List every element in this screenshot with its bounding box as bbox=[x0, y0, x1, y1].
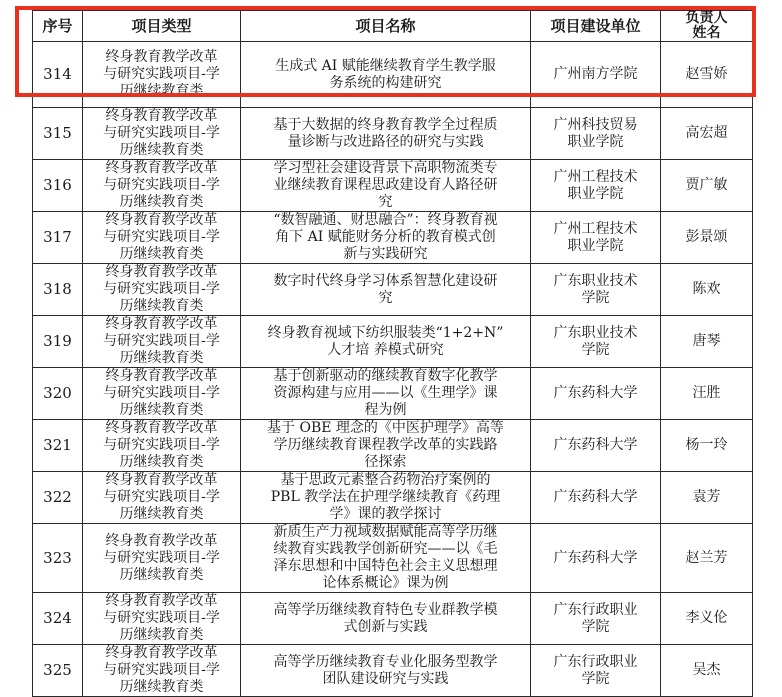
row-project-type-cell bbox=[83, 212, 241, 264]
row-person-cell bbox=[661, 160, 753, 212]
row-unit-cell bbox=[531, 42, 661, 108]
row-person: 汪胜 bbox=[692, 385, 721, 401]
row-unit-cell bbox=[531, 524, 661, 593]
row-unit-cell bbox=[531, 420, 661, 472]
header-seq: 序号 bbox=[33, 11, 83, 42]
row-project-name: 高等学历继续教育特色专业群教学模 式创新与实践 bbox=[273, 601, 498, 635]
table-row bbox=[33, 108, 753, 160]
row-project-type-cell bbox=[83, 524, 241, 593]
row-seq: 318 bbox=[43, 280, 72, 298]
table-row bbox=[33, 42, 753, 108]
row-project-name: 高等学历继续教育专业化服务型教学 团队建设研究与实践 bbox=[273, 653, 498, 687]
row-project-type-cell bbox=[83, 42, 241, 108]
row-unit: 广州工程技术 职业学院 bbox=[553, 220, 638, 254]
row-seq: 317 bbox=[43, 228, 72, 246]
row-person-cell bbox=[661, 108, 753, 160]
row-seq: 325 bbox=[43, 661, 72, 679]
row-project-name: 基于 OBE 理念的《中医护理学》高等 学历继续教育课程教学改革的实践路 径探索 bbox=[267, 420, 504, 470]
row-project-type: 终身教育教学改革 与研究实践项目-学 历继续教育类 bbox=[103, 160, 220, 210]
row-unit-cell bbox=[531, 593, 661, 645]
row-unit: 广州科技贸易 职业学院 bbox=[553, 116, 638, 150]
row-project-name: 终身教育视域下纺织服装类“1+2+N” 人才培 养模式研究 bbox=[267, 324, 504, 358]
table-row bbox=[33, 212, 753, 264]
row-project-type: 终身教育教学改革 与研究实践项目-学 历继续教育类 bbox=[103, 212, 220, 262]
row-person-cell bbox=[661, 316, 753, 368]
row-project-type-cell bbox=[83, 316, 241, 368]
row-person-cell bbox=[661, 472, 753, 524]
row-person: 袁芳 bbox=[692, 489, 721, 505]
row-project-name: 学习型社会建设背景下高职物流类专 业继续教育课程思政建设育人路径研 究 bbox=[273, 160, 498, 210]
row-person-cell bbox=[661, 368, 753, 420]
row-seq-cell bbox=[33, 472, 83, 524]
row-unit-cell bbox=[531, 108, 661, 160]
header-type: 项目类型 bbox=[83, 11, 241, 42]
row-seq-cell bbox=[33, 593, 83, 645]
row-unit: 广东药科大学 bbox=[553, 385, 638, 401]
header-row bbox=[33, 11, 753, 42]
row-person-cell bbox=[661, 264, 753, 316]
row-person: 杨一玲 bbox=[685, 437, 728, 453]
row-unit: 广州南方学院 bbox=[553, 66, 638, 82]
header-person bbox=[661, 11, 753, 42]
row-project-type-cell bbox=[83, 368, 241, 420]
project-table-container bbox=[32, 10, 753, 697]
row-person: 陈欢 bbox=[692, 281, 721, 297]
row-unit: 广东行政职业 学院 bbox=[553, 601, 638, 635]
row-seq: 315 bbox=[43, 124, 72, 142]
row-project-name-cell bbox=[241, 472, 531, 524]
row-project-type-cell bbox=[83, 645, 241, 697]
row-unit-cell bbox=[531, 645, 661, 697]
row-project-name-cell bbox=[241, 212, 531, 264]
row-project-type-cell bbox=[83, 160, 241, 212]
table-row bbox=[33, 264, 753, 316]
row-unit: 广东职业技术 学院 bbox=[553, 272, 638, 306]
row-person: 李义伦 bbox=[685, 610, 728, 626]
row-person: 赵雪娇 bbox=[685, 66, 728, 82]
row-project-name-cell bbox=[241, 593, 531, 645]
project-table bbox=[32, 10, 753, 697]
row-project-type: 终身教育教学改革 与研究实践项目-学 历继续教育类 bbox=[103, 532, 220, 583]
row-seq: 319 bbox=[43, 332, 72, 350]
row-person: 赵兰芳 bbox=[685, 549, 728, 566]
row-project-name: 生成式 AI 赋能继续教育学生教学服 务系统的构建研究 bbox=[275, 57, 496, 91]
row-unit-cell bbox=[531, 160, 661, 212]
row-seq-cell bbox=[33, 108, 83, 160]
row-project-type: 终身教育教学改革 与研究实践项目-学 历继续教育类 bbox=[103, 472, 220, 522]
row-project-type: 终身教育教学改革 与研究实践项目-学 历继续教育类 bbox=[103, 108, 220, 158]
row-person: 贾广敏 bbox=[685, 177, 728, 193]
row-project-name-cell bbox=[241, 645, 531, 697]
row-unit-cell bbox=[531, 212, 661, 264]
row-project-type-cell bbox=[83, 264, 241, 316]
row-seq: 323 bbox=[43, 548, 72, 567]
row-seq: 314 bbox=[43, 65, 72, 83]
row-project-name: 新质生产力视域数据赋能高等学历继 续教育实践教学创新研究——以《毛 泽东思想和中国特色社会主义思想理 论体系概论》课为例 bbox=[273, 524, 498, 591]
header-person-text: 负责人 姓名 bbox=[685, 10, 728, 41]
row-seq-cell bbox=[33, 264, 83, 316]
row-project-name: 基于创新驱动的继续教育数字化教学 资源构建与应用——以《生理学》课 程为例 bbox=[273, 368, 498, 418]
row-project-type: 终身教育教学改革 与研究实践项目-学 历继续教育类 bbox=[103, 645, 220, 695]
table-row bbox=[33, 645, 753, 697]
table-row bbox=[33, 593, 753, 645]
header-unit: 项目建设单位 bbox=[531, 11, 661, 42]
table-row bbox=[33, 160, 753, 212]
row-seq: 316 bbox=[43, 176, 72, 194]
row-project-type-cell bbox=[83, 593, 241, 645]
row-project-name: 基于大数据的终身教育教学全过程质 量诊断与改进路径的研究与实践 bbox=[273, 116, 498, 150]
row-unit-cell bbox=[531, 264, 661, 316]
row-seq-cell bbox=[33, 316, 83, 368]
header-name: 项目名称 bbox=[241, 11, 531, 42]
row-unit-cell bbox=[531, 368, 661, 420]
row-seq-cell bbox=[33, 212, 83, 264]
row-person: 高宏超 bbox=[685, 125, 728, 141]
row-project-type-cell bbox=[83, 108, 241, 160]
row-seq-cell bbox=[33, 524, 83, 593]
row-unit-cell bbox=[531, 472, 661, 524]
row-unit: 广东药科大学 bbox=[553, 489, 638, 505]
row-seq: 324 bbox=[43, 609, 72, 627]
row-person: 唐琴 bbox=[692, 333, 721, 349]
row-unit: 广州工程技术 职业学院 bbox=[553, 168, 638, 202]
row-seq-cell bbox=[33, 645, 83, 697]
table-body bbox=[33, 42, 753, 697]
row-person-cell bbox=[661, 645, 753, 697]
row-unit: 广东药科大学 bbox=[553, 549, 638, 566]
row-project-type: 终身教育教学改革 与研究实践项目-学 历继续教育类 bbox=[103, 368, 220, 418]
row-person: 吴杰 bbox=[692, 662, 721, 678]
table-row bbox=[33, 316, 753, 368]
row-project-name-cell bbox=[241, 524, 531, 593]
row-person: 彭景颂 bbox=[685, 229, 728, 245]
row-seq: 320 bbox=[43, 384, 72, 402]
row-project-name-cell bbox=[241, 264, 531, 316]
row-seq-cell bbox=[33, 420, 83, 472]
row-project-name-cell bbox=[241, 42, 531, 108]
row-project-name: 数字时代终身学习体系智慧化建设研 究 bbox=[273, 272, 498, 306]
row-unit: 广东职业技术 学院 bbox=[553, 324, 638, 358]
row-project-type: 终身教育教学改革 与研究实践项目-学 历继续教育类 bbox=[103, 49, 220, 99]
row-seq: 322 bbox=[43, 488, 72, 506]
table-row bbox=[33, 420, 753, 472]
table-row bbox=[33, 524, 753, 593]
row-person-cell bbox=[661, 212, 753, 264]
row-person-cell bbox=[661, 42, 753, 108]
row-seq-cell bbox=[33, 368, 83, 420]
row-project-type: 终身教育教学改革 与研究实践项目-学 历继续教育类 bbox=[103, 316, 220, 366]
row-project-type: 终身教育教学改革 与研究实践项目-学 历继续教育类 bbox=[103, 593, 220, 643]
row-seq-cell bbox=[33, 42, 83, 108]
row-project-type: 终身教育教学改革 与研究实践项目-学 历继续教育类 bbox=[103, 420, 220, 470]
row-project-name-cell bbox=[241, 316, 531, 368]
row-person-cell bbox=[661, 593, 753, 645]
row-project-name-cell bbox=[241, 368, 531, 420]
row-person-cell bbox=[661, 524, 753, 593]
row-project-name-cell bbox=[241, 108, 531, 160]
row-seq-cell bbox=[33, 160, 83, 212]
row-unit-cell bbox=[531, 316, 661, 368]
row-project-name: 基于思政元素整合药物治疗案例的 PBL 教学法在护理学继续教育《药理 学》课的教学探讨 bbox=[270, 472, 501, 522]
row-seq: 321 bbox=[43, 436, 72, 454]
table-row bbox=[33, 368, 753, 420]
row-project-name-cell bbox=[241, 160, 531, 212]
row-person-cell bbox=[661, 420, 753, 472]
row-project-name: “数智融通、财思融合”：终身教育视 角下 AI 赋能财务分析的教育模式创 新与实践研究 bbox=[273, 212, 498, 262]
table-row bbox=[33, 472, 753, 524]
row-project-type-cell bbox=[83, 472, 241, 524]
row-project-type-cell bbox=[83, 420, 241, 472]
row-project-type: 终身教育教学改革 与研究实践项目-学 历继续教育类 bbox=[103, 264, 220, 314]
row-unit: 广东行政职业 学院 bbox=[553, 653, 638, 687]
row-unit: 广东药科大学 bbox=[553, 437, 638, 453]
row-project-name-cell bbox=[241, 420, 531, 472]
